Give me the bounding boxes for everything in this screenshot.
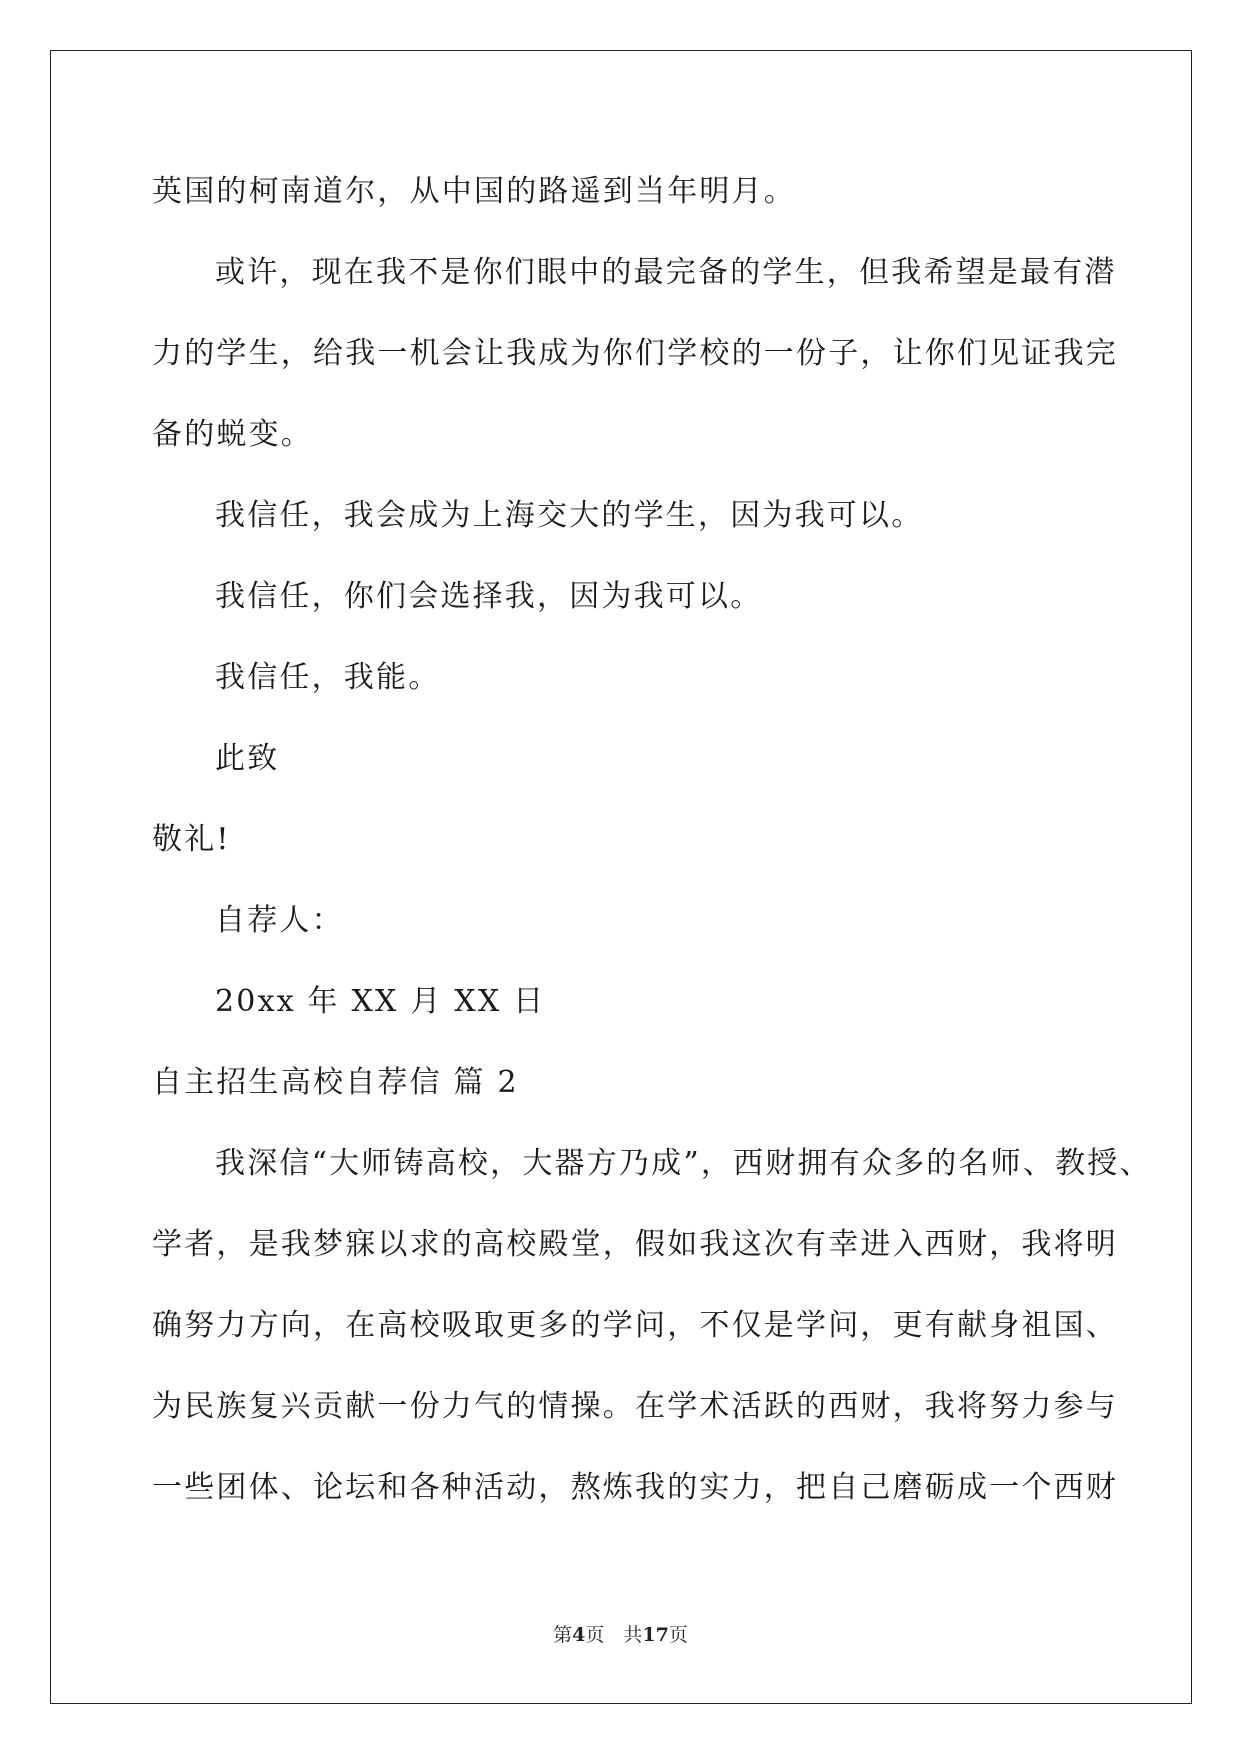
page-border [50,50,1192,1704]
footer-suffix: 页 [668,1624,688,1646]
section-heading: 自主招生高校自荐信 篇 2 [152,1065,519,1100]
body-line: 一些团体、论坛和各种活动，熬炼我的实力，把自己磨砺成一个西财 [152,1470,1118,1505]
body-line: 或许，现在我不是你们眼中的最完备的学生，但我希望是最有潜 [215,255,1117,290]
body-line: 我信任，我能。 [215,660,441,695]
body-line: 为民族复兴贡献一份力气的情操。在学术活跃的西财，我将努力参与 [152,1389,1118,1424]
body-line: 我信任，我会成为上海交大的学生，因为我可以。 [215,498,924,533]
date-line: 20xx 年 XX 月 XX 日 [215,984,546,1019]
total-pages-number: 17 [642,1624,669,1646]
body-line: 备的蜕变。 [152,417,313,452]
body-line: 学者，是我梦寐以求的高校殿堂，假如我这次有幸进入西财，我将明 [152,1227,1118,1262]
page-footer [0,1623,1241,1647]
footer-mid: 页 共 [585,1624,643,1646]
body-line: 我信任，你们会选择我，因为我可以。 [215,579,763,614]
body-line: 我深信“大师铸高校，大器方乃成”，西财拥有众多的名师、教授、 [215,1146,1152,1181]
closing-phrase: 此致 [215,741,280,776]
current-page-number: 4 [572,1624,586,1646]
body-line: 力的学生，给我一机会让我成为你们学校的一份子，让你们见证我完 [152,336,1118,371]
footer-prefix: 第 [553,1624,573,1646]
signature-label: 自荐人： [215,903,344,938]
salutation: 敬礼! [152,822,231,857]
body-line: 英国的柯南道尔，从中国的路遥到当年明月。 [152,174,796,209]
body-line: 确努力方向，在高校吸取更多的学问，不仅是学问，更有献身祖国、 [152,1308,1118,1343]
